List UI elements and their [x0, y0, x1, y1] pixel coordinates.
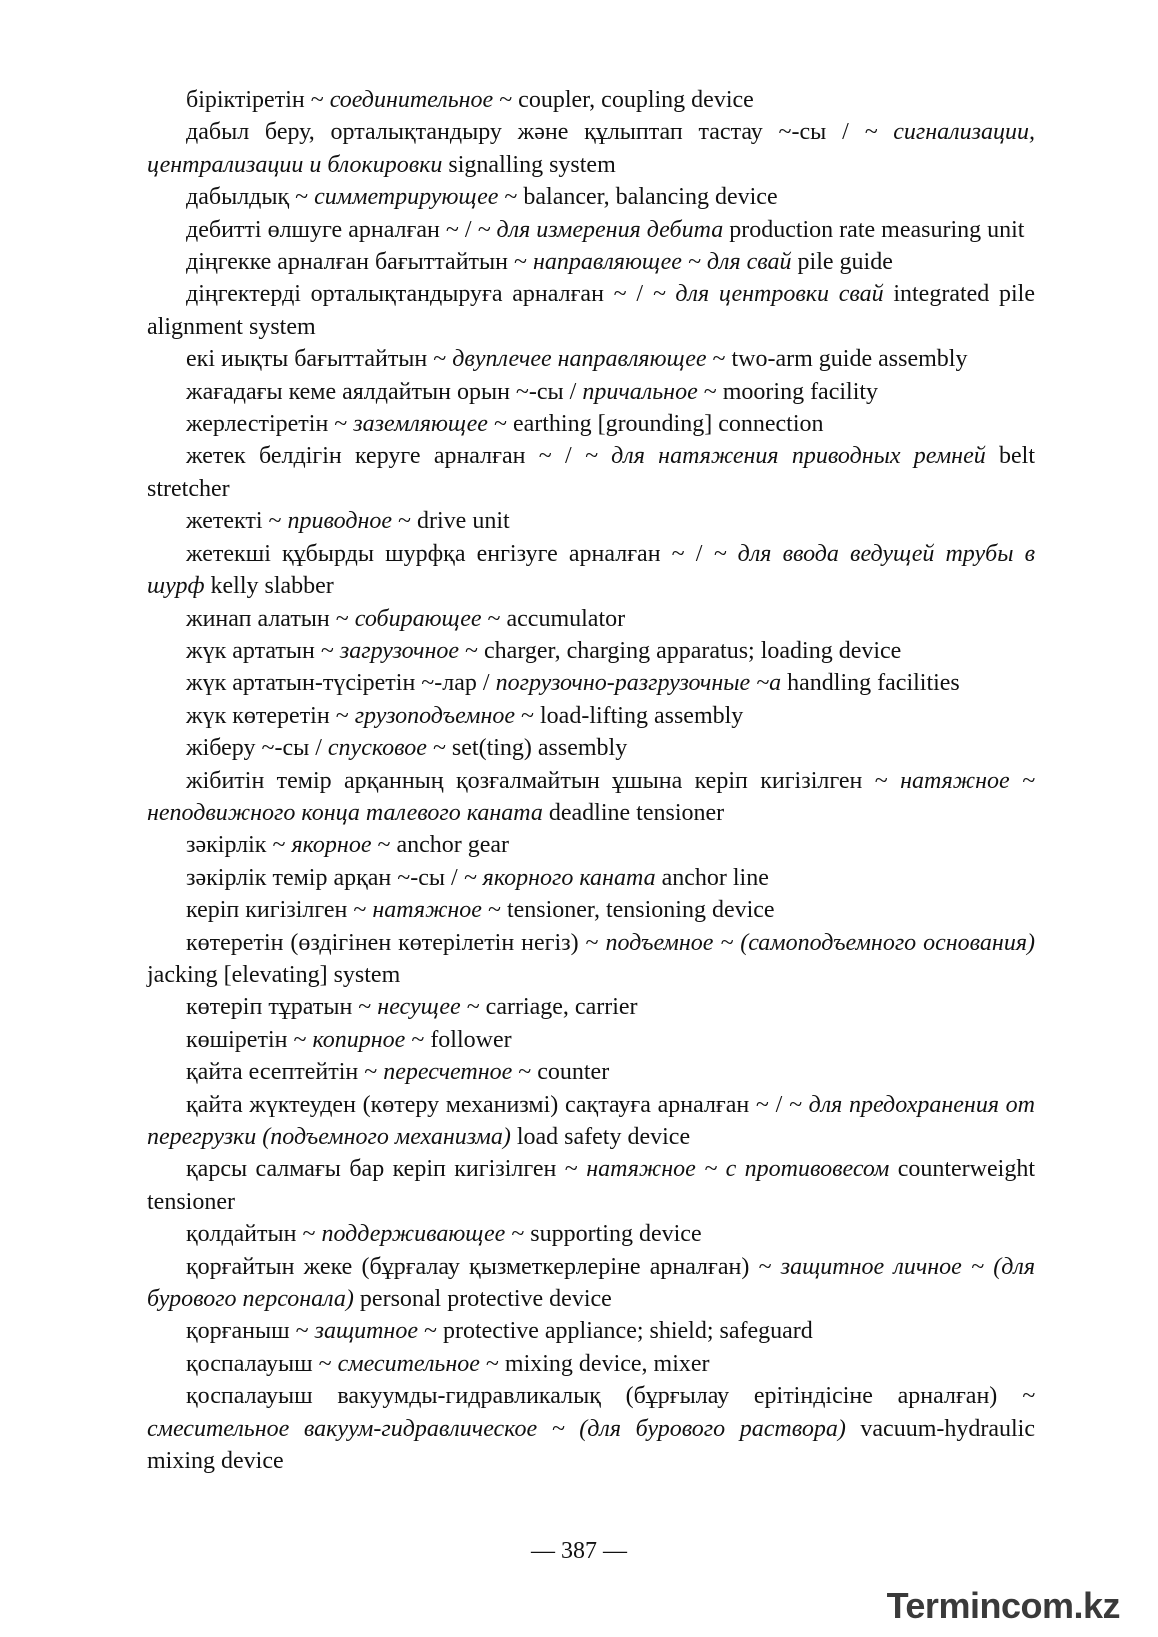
entry-russian-term: пересчетное	[383, 1059, 513, 1086]
entry-english-term: ~ protective appliance; shield; safeguard	[417, 1318, 813, 1345]
entry-russian-term: копирное	[312, 1026, 406, 1053]
entry-russian-term: соединительное	[329, 87, 494, 113]
entry-kazakh-term: қорғаныш ~	[186, 1318, 315, 1345]
dictionary-entry	[147, 1380, 1035, 1477]
dictionary-entry	[147, 1218, 1035, 1250]
entry-kazakh-term: қорғайтын жеке (бұрғалау қызметкерлеріне арналған) ~	[186, 1253, 781, 1280]
entry-russian-term: поддерживающее	[321, 1221, 506, 1248]
entry-kazakh-term: жіберу ~-сы /	[186, 735, 328, 762]
entry-russian-term: ~ сигнализации, централизации и блокировки	[147, 119, 1035, 178]
entry-english-term: signalling system	[442, 151, 616, 178]
entry-russian-term: натяжное ~ с противовесом	[586, 1156, 890, 1183]
entry-english-term: kelly slabber	[204, 573, 334, 600]
entry-russian-term: погрузочно-разгрузочные ~а	[495, 670, 782, 697]
dictionary-entry	[147, 1153, 1035, 1218]
dictionary-entry	[147, 894, 1035, 926]
dictionary-entry	[147, 1251, 1035, 1316]
entry-english-term: ~ carriage, carrier	[460, 994, 638, 1021]
entry-english-term: personal protective device	[353, 1286, 612, 1313]
entry-russian-term: защитное	[314, 1318, 418, 1345]
dictionary-entry	[147, 1089, 1035, 1154]
entry-kazakh-term: қайта жүктеуден (көтеру механизмі) сақтауға арналған ~ /	[186, 1091, 789, 1118]
dictionary-entry	[147, 278, 1035, 343]
dictionary-entry	[147, 376, 1035, 408]
dictionary-entry	[147, 732, 1035, 764]
entry-russian-term: ~ якорного каната	[463, 864, 656, 891]
entry-kazakh-term: зәкірлік темір арқан ~-сы /	[186, 864, 464, 891]
entry-russian-term: ~ для ввода ведущей трубы в шурф	[147, 540, 1035, 600]
entry-kazakh-term: жүк артатын-түсіретін ~-лар /	[186, 670, 496, 697]
entry-kazakh-term: жүк көтеретін ~	[186, 702, 355, 729]
entry-kazakh-term: жинап алатын ~	[186, 605, 355, 632]
entry-russian-term: ~ для предохранения от перегрузки (подъемного механизма)	[147, 1091, 1035, 1150]
entry-kazakh-term: жағадағы кеме аялдайтын орын ~-сы /	[186, 378, 583, 405]
dictionary-entry	[147, 1348, 1035, 1380]
entry-russian-term: якорное	[291, 832, 372, 859]
entry-english-term: ~ charger, charging apparatus; loading device	[459, 637, 902, 664]
entry-russian-term: несущее	[377, 994, 461, 1021]
entry-kazakh-term: екі иықты бағыттайтын ~	[186, 346, 453, 373]
entry-russian-term: приводное	[287, 508, 393, 535]
entry-kazakh-term: жүк артатын ~	[186, 637, 340, 664]
entry-kazakh-term: көтеретін (өздігінен көтерілетін негіз) ~	[186, 929, 606, 956]
entry-english-term: belt stretcher	[147, 443, 1035, 502]
dictionary-entry	[147, 181, 1035, 213]
entry-russian-term: ~ для центровки свай	[652, 281, 884, 308]
entry-english-term: ~ set(ting) assembly	[426, 735, 628, 762]
entry-russian-term: ~ смесительное вакуум-гидравлическое ~ (для бурового раствора)	[147, 1383, 1035, 1442]
dictionary-entry	[147, 116, 1035, 181]
dictionary-entry	[147, 635, 1035, 667]
entry-russian-term: натяжное	[372, 897, 482, 924]
entry-kazakh-term: қолдайтын ~	[186, 1221, 322, 1248]
entry-russian-term: натяжное ~ неподвижного конца талевого каната	[147, 767, 1035, 826]
entry-russian-term: симметрирующее	[314, 184, 499, 211]
site-watermark-logo: Termincom.kz	[886, 1585, 1120, 1626]
entry-english-term: ~ two-arm guide assembly	[706, 346, 968, 373]
entry-kazakh-term: дебитті өлшуге арналған ~ /	[186, 216, 478, 243]
entry-english-term: jacking [elevating] system	[147, 961, 401, 988]
entry-russian-term: ~ для натяжения приводных ремней	[584, 443, 986, 470]
entry-kazakh-term: қоспалауыш вакуумды-гидравликалық (бұрғылау ерітіндісіне арналған)	[186, 1383, 1023, 1410]
dictionary-entry	[147, 84, 1035, 116]
dictionary-entry	[147, 829, 1035, 861]
dictionary-entry	[147, 408, 1035, 440]
entry-kazakh-term: қайта есептейтін ~	[186, 1059, 384, 1086]
entry-english-term: ~ accumulator	[481, 605, 626, 632]
entry-russian-term: собирающее	[354, 605, 482, 632]
entry-russian-term: грузоподъемное	[354, 702, 516, 729]
dictionary-entry	[147, 927, 1035, 992]
entry-kazakh-term: жерлестіретін ~	[186, 411, 354, 438]
entry-russian-term: направляющее ~ для свай	[533, 249, 792, 276]
entry-kazakh-term: көтеріп тұратын ~	[186, 994, 378, 1021]
dictionary-entry	[147, 1056, 1035, 1088]
entry-kazakh-term: қоспалауыш ~	[186, 1350, 338, 1377]
dictionary-entries	[147, 84, 1035, 1477]
dictionary-entry	[147, 538, 1035, 603]
entry-english-term: ~ anchor gear	[371, 832, 510, 859]
entry-english-term: ~ earthing [grounding] connection	[487, 411, 824, 438]
entry-english-term: load safety device	[510, 1124, 691, 1150]
entry-russian-term: смесительное	[337, 1350, 480, 1377]
entry-russian-term: подъемное ~ (самоподъемного основания)	[605, 929, 1035, 956]
page-number: — 387 —	[531, 1538, 627, 1564]
entry-english-term: ~ supporting device	[505, 1221, 702, 1248]
entry-kazakh-term: біріктіретін ~	[186, 87, 330, 113]
dictionary-entry	[147, 765, 1035, 830]
entry-english-term: ~ coupler, coupling device	[493, 87, 754, 113]
entry-english-term: ~ balancer, balancing device	[498, 184, 778, 211]
entry-english-term: pile guide	[791, 249, 893, 276]
entry-english-term: counterweight tensioner	[147, 1156, 1035, 1215]
entry-kazakh-term: діңгектерді орталықтандыруға арналған ~ /	[186, 281, 653, 308]
dictionary-entry	[147, 862, 1035, 894]
entry-russian-term: ~ для измерения дебита	[477, 216, 724, 243]
dictionary-entry	[147, 440, 1035, 505]
entry-russian-term: спусковое	[327, 735, 427, 762]
dictionary-entry	[147, 343, 1035, 375]
entry-russian-term: двуплечее направляющее	[452, 346, 707, 373]
entry-english-term: production rate measuring unit	[723, 216, 1025, 243]
entry-kazakh-term: жетекті ~	[186, 508, 288, 535]
entry-kazakh-term: дабыл беру, орталықтандыру және құлыптап тастау ~-сы /	[186, 119, 865, 146]
entry-english-term: ~ follower	[405, 1026, 512, 1053]
entry-russian-term: защитное личное ~ (для бурового персонала)	[147, 1253, 1035, 1313]
dictionary-entry	[147, 991, 1035, 1023]
entry-russian-term: причальное	[582, 378, 698, 405]
entry-english-term: anchor line	[655, 864, 769, 891]
entry-kazakh-term: жібитін темір арқанның қозғалмайтын ұшына керіп кигізілген ~	[186, 767, 901, 794]
entry-english-term: ~ tensioner, tensioning device	[481, 897, 775, 924]
entry-english-term: ~ drive unit	[392, 508, 510, 535]
dictionary-entry	[147, 214, 1035, 246]
dictionary-entry	[147, 1024, 1035, 1056]
entry-english-term: vacuum-hydraulic mixing device	[147, 1415, 1035, 1475]
entry-kazakh-term: жетекші құбырды шурфқа енгізуге арналған ~ /	[186, 540, 714, 567]
entry-kazakh-term: жетек белдігін керуге арналған ~ /	[186, 443, 585, 470]
dictionary-entry	[147, 667, 1035, 699]
entry-russian-term: заземляющее	[353, 411, 488, 438]
entry-english-term: deadline tensioner	[542, 799, 725, 826]
entry-kazakh-term: дабылдық ~	[186, 184, 315, 211]
entry-kazakh-term: керіп кигізілген ~	[186, 897, 373, 924]
dictionary-entry	[147, 1315, 1035, 1347]
entry-kazakh-term: қарсы салмағы бар керіп кигізілген ~	[186, 1156, 587, 1183]
entry-english-term: ~ mixing device, mixer	[479, 1350, 710, 1377]
entry-kazakh-term: көшіретін ~	[186, 1026, 313, 1053]
entry-english-term: ~ counter	[512, 1059, 610, 1086]
entry-russian-term: загрузочное	[339, 637, 460, 664]
entry-english-term: ~ mooring facility	[697, 378, 879, 405]
entry-english-term: handling facilities	[781, 670, 960, 697]
dictionary-entry	[147, 603, 1035, 635]
dictionary-entry	[147, 700, 1035, 732]
dictionary-entry	[147, 505, 1035, 537]
entry-english-term: ~ load-lifting assembly	[515, 702, 744, 729]
dictionary-entry	[147, 246, 1035, 278]
entry-kazakh-term: діңгекке арналған бағыттайтын ~	[186, 249, 533, 276]
entry-kazakh-term: зәкірлік ~	[186, 832, 292, 859]
entry-english-term: integrated pile alignment system	[147, 281, 1035, 340]
